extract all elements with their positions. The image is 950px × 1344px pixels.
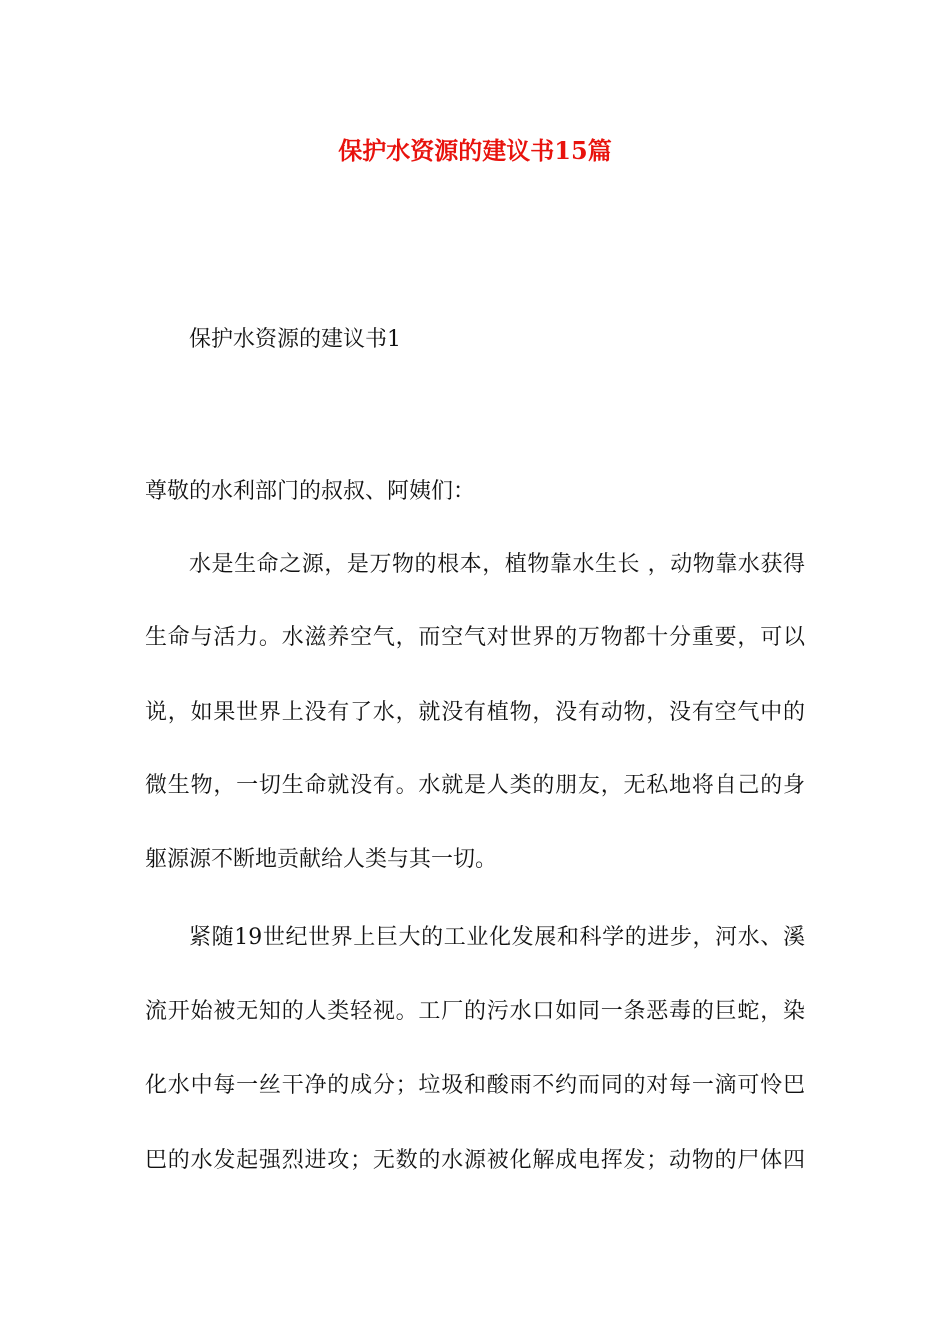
document-title: 保护水资源的建议书15篇 — [338, 136, 612, 165]
paragraph-1-line: 微生物，一切生命就没有。水就是人类的朋友，无私地将自己的身 — [145, 773, 805, 798]
paragraph-1-line: 躯源源不断地贡献给人类与其一切。 — [145, 847, 498, 872]
paragraph-2-line: 巴的水发起强烈进攻；无数的水源被化解成电挥发；动物的尸体四 — [145, 1148, 805, 1173]
paragraph-2-line: 化水中每一丝干净的成分；垃圾和酸雨不约而同的对每一滴可怜巴 — [145, 1073, 805, 1098]
paragraph-1-line: 生命与活力。水滋养空气，而空气对世界的万物都十分重要，可以 — [145, 625, 805, 650]
section-heading: 保护水资源的建议书1 — [189, 327, 401, 352]
paragraph-2-line: 流开始被无知的人类轻视。工厂的污水口如同一条恶毒的巨蛇，染 — [145, 999, 805, 1024]
paragraph-1-line: 水是生命之源，是万物的根本，植物靠水生长 ，动物靠水获得 — [189, 552, 805, 577]
paragraph-2-line: 紧随19世纪世界上巨大的工业化发展和科学的进步，河水、溪 — [189, 925, 805, 950]
paragraph-1-line: 说，如果世界上没有了水，就没有植物，没有动物，没有空气中的 — [145, 700, 805, 725]
salutation: 尊敬的水利部门的叔叔、阿姨们： — [145, 479, 476, 504]
